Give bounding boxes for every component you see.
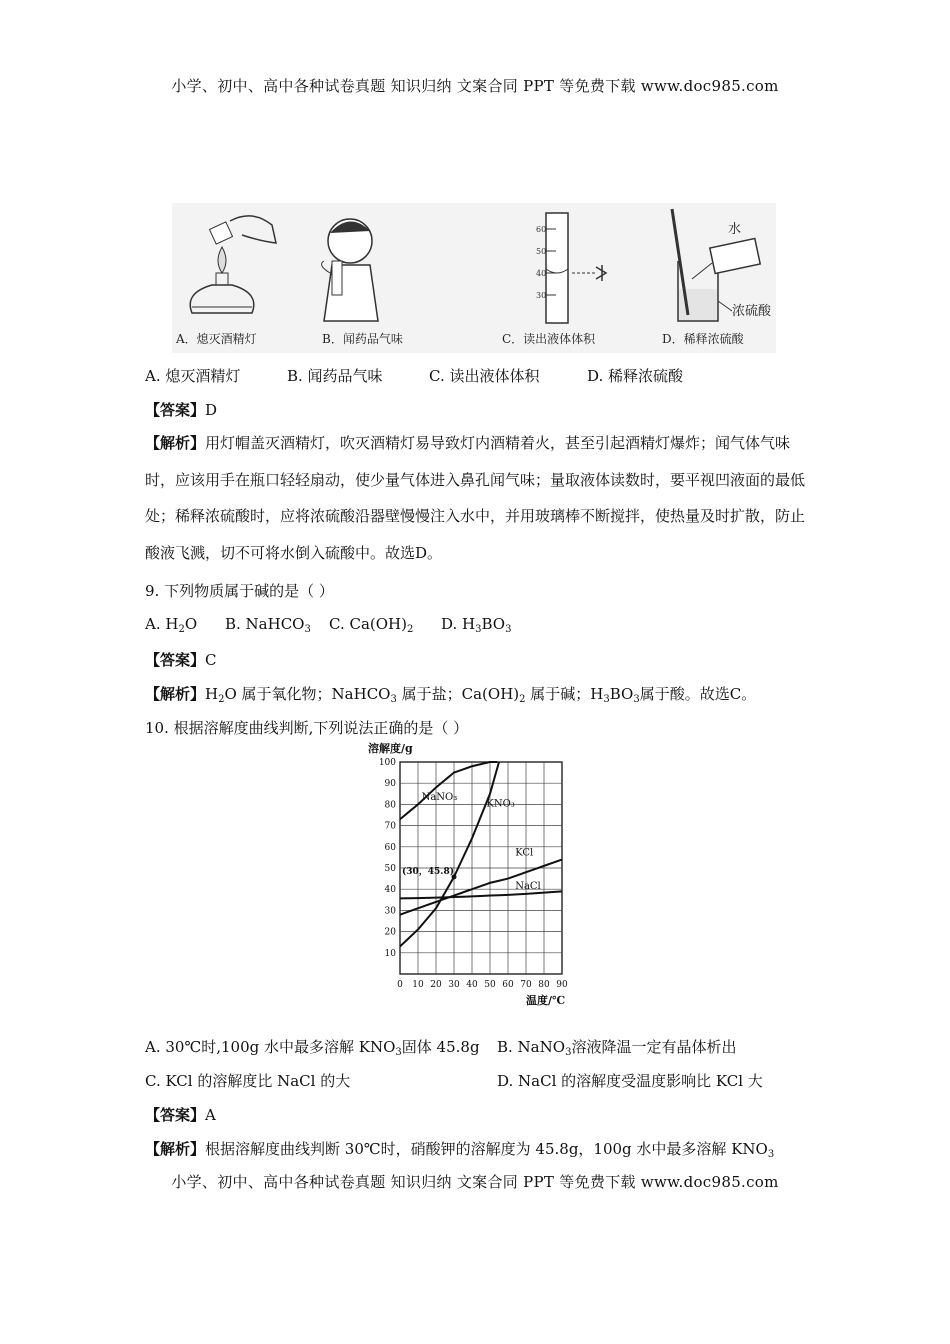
y-tick-label: 10	[384, 948, 396, 959]
x-tick-label: 0	[397, 980, 403, 990]
annotation-label: (30，45.8)	[402, 866, 454, 877]
x-tick-label: 90	[556, 980, 568, 990]
x-tick-label: 80	[538, 980, 550, 990]
tick-50: 50	[536, 247, 547, 256]
x-tick-label: 30	[448, 980, 460, 990]
tick-60: 60	[536, 225, 547, 234]
caption-a: A．熄灭酒精灯	[176, 332, 257, 346]
y-tick-label: 70	[384, 821, 396, 832]
answer-value: A	[205, 1106, 216, 1124]
label-acid: 浓硫酸	[732, 304, 772, 319]
q9-option-c: C. $Ca(OH)_2$	[329, 615, 414, 635]
q9-option-b: B. NaHCO$_3$	[225, 615, 311, 635]
x-axis-label: 温度/℃	[526, 994, 566, 1007]
q10-options-row1	[145, 1036, 736, 1058]
y-tick-label: 40	[384, 885, 396, 896]
footer-banner: 小学、初中、高中各种试卷真题 知识归纳 文案合同 PPT 等免费下载 www.doc985.com	[171, 1173, 779, 1191]
answer-value: D	[205, 401, 218, 419]
q10-answer	[145, 1104, 216, 1125]
q10-stem: 10. 根据溶解度曲线判断,下列说法正确的是（ ）	[145, 719, 469, 737]
series-label: NaNO₃	[421, 792, 458, 804]
q8-options	[145, 365, 683, 386]
q9-stem: 9. 下列物质属于碱的是（ ）	[145, 582, 334, 600]
x-tick-label: 60	[502, 980, 514, 990]
answer-label: 【答案】	[145, 651, 206, 669]
q10-option-b: B. NaNO$_3$溶液降温一定有晶体析出	[497, 1038, 737, 1058]
y-axis-label: 溶解度/g	[368, 742, 413, 755]
y-tick-label: 80	[384, 800, 396, 811]
y-tick-label: 30	[384, 906, 396, 917]
y-tick-label: 60	[384, 842, 396, 853]
x-tick-label: 10	[412, 980, 424, 990]
x-tick-label: 40	[466, 980, 478, 990]
answer-value: C	[205, 651, 217, 669]
q10-analysis: 【解析】根据溶解度曲线判断 30℃时，硝酸钾的溶解度为 45.8g，100g 水中最多溶解 $KNO_3$	[145, 1140, 775, 1160]
q9-answer	[145, 649, 217, 670]
q10-options-row2	[145, 1070, 763, 1091]
q9-analysis: 【解析】$H_2O$ 属于氧化物；NaHCO$_3$ 属于盐；$Ca(OH)_2$ 属于碱；$H_3BO_3$属于酸。故选C。	[145, 685, 757, 705]
series-label: KNO₃	[486, 798, 515, 810]
x-tick-label: 50	[484, 980, 496, 990]
q8-option-c: C. 读出液体体积	[429, 367, 540, 385]
tick-30: 30	[536, 291, 547, 300]
header-banner: 小学、初中、高中各种试卷真题 知识归纳 文案合同 PPT 等免费下载 www.doc985.com	[171, 77, 779, 95]
y-tick-label: 20	[384, 927, 396, 938]
q8-answer	[145, 399, 217, 420]
y-tick-label: 50	[384, 864, 396, 874]
solubility-chart	[360, 742, 582, 1010]
q8-analysis	[145, 425, 805, 571]
series-label: KCl	[515, 847, 534, 859]
x-tick-label: 20	[430, 980, 442, 990]
y-tick-label: 90	[384, 779, 396, 790]
q8-option-b: B. 闻药品气味	[287, 367, 383, 385]
q8-option-d: D. 稀释浓硫酸	[587, 367, 684, 385]
q9-options	[145, 615, 511, 635]
analysis-text: 用灯帽盖灭酒精灯，吹灭酒精灯易导致灯内酒精着火，甚至引起酒精灯爆炸；闻气体气味时，应该用手在瓶口轻轻扇动，使少量气体进入鼻孔闻气味；量取液体读数时，要平视凹液面的最低处；稀释浓硫酸时，应将浓硫酸沿器壁慢慢注入水中，并用玻璃棒不断搅拌，使热量及时扩散，防止酸液飞溅，切不可将水倒入硫酸中。故选D。	[145, 434, 806, 562]
q10-option-a: A. 30℃时,100g 水中最多溶解 $KNO_3$固体 45.8g	[145, 1038, 480, 1058]
q9-option-d: D. $H_3BO_3$	[441, 615, 512, 635]
answer-label: 【答案】	[145, 401, 206, 419]
caption-c: C．读出液体体积	[502, 332, 596, 346]
q10-option-c: C. KCl 的溶解度比 NaCl 的大	[145, 1072, 351, 1090]
caption-b: B．闻药品气味	[322, 332, 403, 346]
q9-option-a: A. $H_2O$	[145, 615, 198, 635]
tick-40: 40	[536, 269, 547, 278]
x-tick-labels	[397, 980, 568, 990]
series-label: NaCl	[515, 881, 541, 893]
label-water: 水	[728, 222, 742, 237]
caption-d: D．稀释浓硫酸	[662, 332, 744, 346]
q8-option-a: A. 熄灭酒精灯	[145, 367, 241, 385]
q10-option-d: D. NaCl 的溶解度受温度影响比 KCl 大	[497, 1072, 763, 1090]
q8-lab-figure	[172, 203, 776, 353]
x-tick-label: 70	[520, 980, 532, 990]
y-tick-labels	[379, 758, 396, 959]
answer-label: 【答案】	[145, 1106, 206, 1124]
analysis-label: 【解析】	[145, 434, 206, 452]
y-tick-label: 100	[378, 758, 396, 768]
